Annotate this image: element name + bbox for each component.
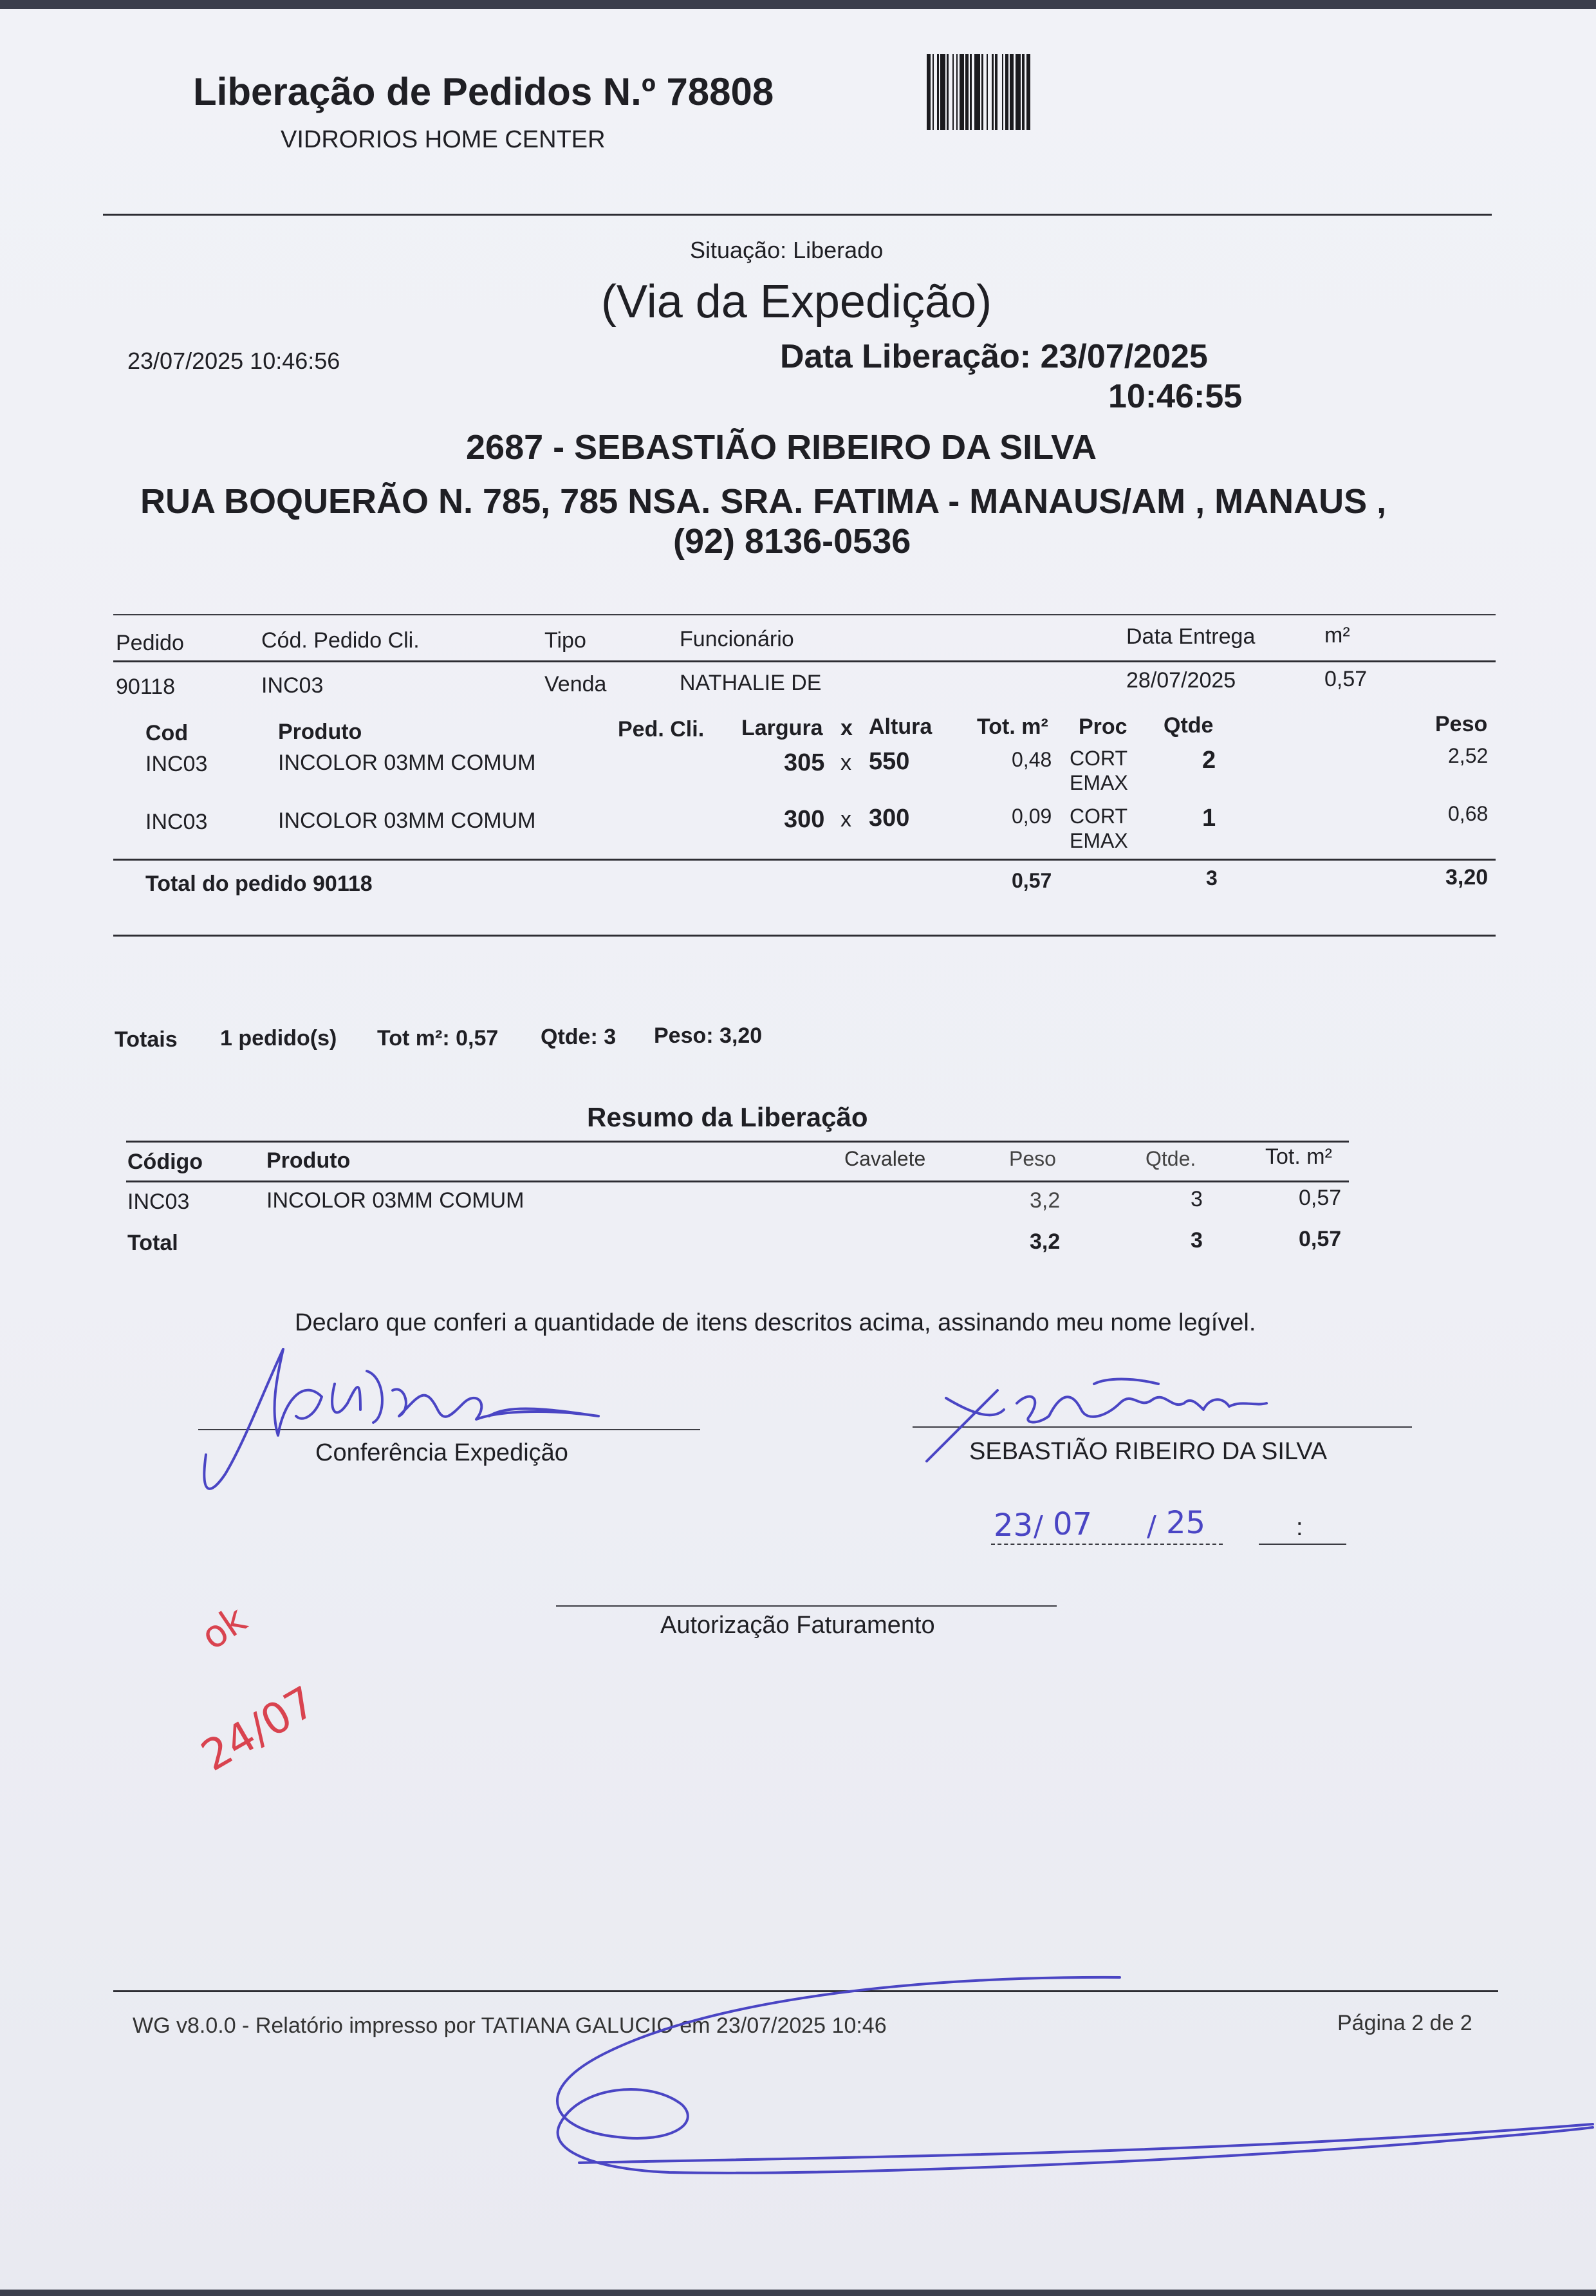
item-2-peso: 0,68 <box>1448 802 1489 825</box>
order-pedido: 90118 <box>116 675 176 699</box>
handwritten-date-sep-1: / <box>1034 1510 1043 1543</box>
order-funcionario: NATHALIE DE <box>680 671 822 695</box>
resumo-codigo: INC03 <box>127 1190 190 1214</box>
printed-datetime: 23/07/2025 10:46:56 <box>127 348 340 374</box>
resumo-total-peso: 3,2 <box>1030 1229 1061 1254</box>
order-header-tipo: Tipo <box>544 628 586 653</box>
order-header-cod-pedido-cli: Cód. Pedido Cli. <box>261 628 420 653</box>
item-2-qtde: 1 <box>1202 805 1216 832</box>
order-data-entrega: 28/07/2025 <box>1126 668 1236 693</box>
via-title: (Via da Expedição) <box>601 276 992 328</box>
customer-name: 2687 - SEBASTIÃO RIBEIRO DA SILVA <box>466 428 1097 467</box>
resumo-total-label: Total <box>127 1231 178 1255</box>
resumo-qtde: 3 <box>1191 1187 1203 1211</box>
resumo-header-codigo: Código <box>127 1150 203 1174</box>
handwritten-date-month: 07 <box>1053 1506 1093 1542</box>
order-total-peso: 3,20 <box>1445 865 1489 890</box>
status-text: Situação: Liberado <box>690 237 884 263</box>
order-header-funcionario: Funcionário <box>680 627 794 651</box>
footer-page-number: Página 2 de 2 <box>1337 2011 1472 2035</box>
company-name: VIDRORIOS HOME CENTER <box>281 126 606 153</box>
resumo-tot-m2: 0,57 <box>1299 1186 1342 1210</box>
item-1-proc-cort: CORT <box>1070 747 1128 770</box>
resumo-header-qtde: Qtde. <box>1146 1147 1196 1170</box>
item-2-proc-cort: CORT <box>1070 805 1128 828</box>
items-header-proc: Proc <box>1079 714 1127 739</box>
resumo-header-cavalete: Cavalete <box>844 1147 926 1170</box>
order-total-tot-m2: 0,57 <box>1012 869 1052 892</box>
resumo-title: Resumo da Liberação <box>587 1102 868 1132</box>
item-1-x: x <box>840 751 851 775</box>
items-header-x: x <box>840 716 853 740</box>
resumo-header-tot-m2: Tot. m² <box>1265 1144 1332 1169</box>
order-total-label: Total do pedido 90118 <box>145 872 373 896</box>
footer-report-info: WG v8.0.0 - Relatório impresso por TATIANA GALUCIO em 23/07/2025 10:46 <box>133 2013 887 2038</box>
item-2-produto: INCOLOR 03MM COMUM <box>278 808 536 833</box>
item-1-altura: 550 <box>869 748 910 775</box>
handwritten-ok: ok <box>193 1597 255 1659</box>
customer-address: RUA BOQUERÃO N. 785, 785 NSA. SRA. FATIMA - MANAUS/AM , MANAUS , <box>140 482 1387 521</box>
handwritten-date-day: 23 <box>994 1507 1034 1544</box>
resumo-produto: INCOLOR 03MM COMUM <box>266 1188 524 1213</box>
declaration-text: Declaro que conferi a quantidade de itens descritos acima, assinando meu nome legível. <box>295 1309 1256 1336</box>
time-colon: : <box>1296 1514 1303 1541</box>
order-cod-pedido-cli: INC03 <box>261 673 324 698</box>
conferencia-label: Conferência Expedição <box>315 1439 568 1466</box>
item-2-x: x <box>840 807 851 832</box>
order-total-qtde: 3 <box>1206 866 1218 890</box>
order-tipo: Venda <box>544 672 607 696</box>
scan-edge-bottom <box>0 2290 1596 2296</box>
item-1-peso: 2,52 <box>1448 744 1489 767</box>
item-2-proc-emax: EMAX <box>1070 829 1128 852</box>
item-1-proc-emax: EMAX <box>1070 771 1128 794</box>
item-2-largura: 300 <box>784 806 825 833</box>
item-2-altura: 300 <box>869 805 910 832</box>
item-2-tot-m2: 0,09 <box>1012 805 1052 828</box>
totais-pedidos: 1 pedido(s) <box>220 1026 337 1050</box>
customer-signature-label: SEBASTIÃO RIBEIRO DA SILVA <box>969 1438 1328 1465</box>
items-header-largura: Largura <box>741 716 823 740</box>
item-1-tot-m2: 0,48 <box>1012 748 1052 771</box>
items-header-cod: Cod <box>145 721 189 745</box>
release-time: 10:46:55 <box>1108 378 1243 415</box>
item-1-cod: INC03 <box>145 752 208 776</box>
resumo-total-qtde: 3 <box>1191 1228 1203 1253</box>
totais-label: Totais <box>115 1027 178 1052</box>
handwritten-date-sep-2: / <box>1147 1510 1156 1543</box>
items-header-qtde: Qtde <box>1164 713 1214 738</box>
resumo-header-produto: Produto <box>266 1148 351 1173</box>
resumo-peso: 3,2 <box>1030 1188 1061 1213</box>
items-header-ped-cli: Ped. Cli. <box>618 717 705 742</box>
handwritten-check-date: 24/07 <box>193 1676 324 1781</box>
release-date: Data Liberação: 23/07/2025 <box>780 338 1208 375</box>
item-1-produto: INCOLOR 03MM COMUM <box>278 751 536 775</box>
customer-phone: (92) 8136-0536 <box>673 522 911 561</box>
item-1-qtde: 2 <box>1202 747 1216 774</box>
handwritten-date-year: 25 <box>1166 1505 1206 1541</box>
footer-signature-flourish <box>557 1977 1593 2173</box>
items-header-produto: Produto <box>278 720 362 744</box>
items-header-altura: Altura <box>869 714 933 739</box>
items-header-peso: Peso <box>1435 712 1488 736</box>
autorizacao-label: Autorização Faturamento <box>660 1612 935 1639</box>
item-2-cod: INC03 <box>145 810 208 834</box>
totais-tot-m2: Tot m²: 0,57 <box>377 1026 499 1050</box>
order-header-pedido: Pedido <box>116 631 184 655</box>
order-header-data-entrega: Data Entrega <box>1126 624 1256 649</box>
totais-peso: Peso: 3,20 <box>654 1023 763 1048</box>
order-m2: 0,57 <box>1324 667 1368 691</box>
item-1-largura: 305 <box>784 749 825 776</box>
totais-qtde: Qtde: 3 <box>541 1025 617 1049</box>
items-header-tot-m2: Tot. m² <box>977 714 1048 739</box>
conferencia-signature-stroke <box>204 1349 598 1489</box>
order-header-m2: m² <box>1324 623 1350 648</box>
resumo-header-peso: Peso <box>1009 1147 1056 1170</box>
resumo-total-tot-m2: 0,57 <box>1299 1227 1342 1251</box>
customer-signature-stroke <box>927 1379 1267 1462</box>
document-title: Liberação de Pedidos N.º 78808 <box>193 70 774 113</box>
